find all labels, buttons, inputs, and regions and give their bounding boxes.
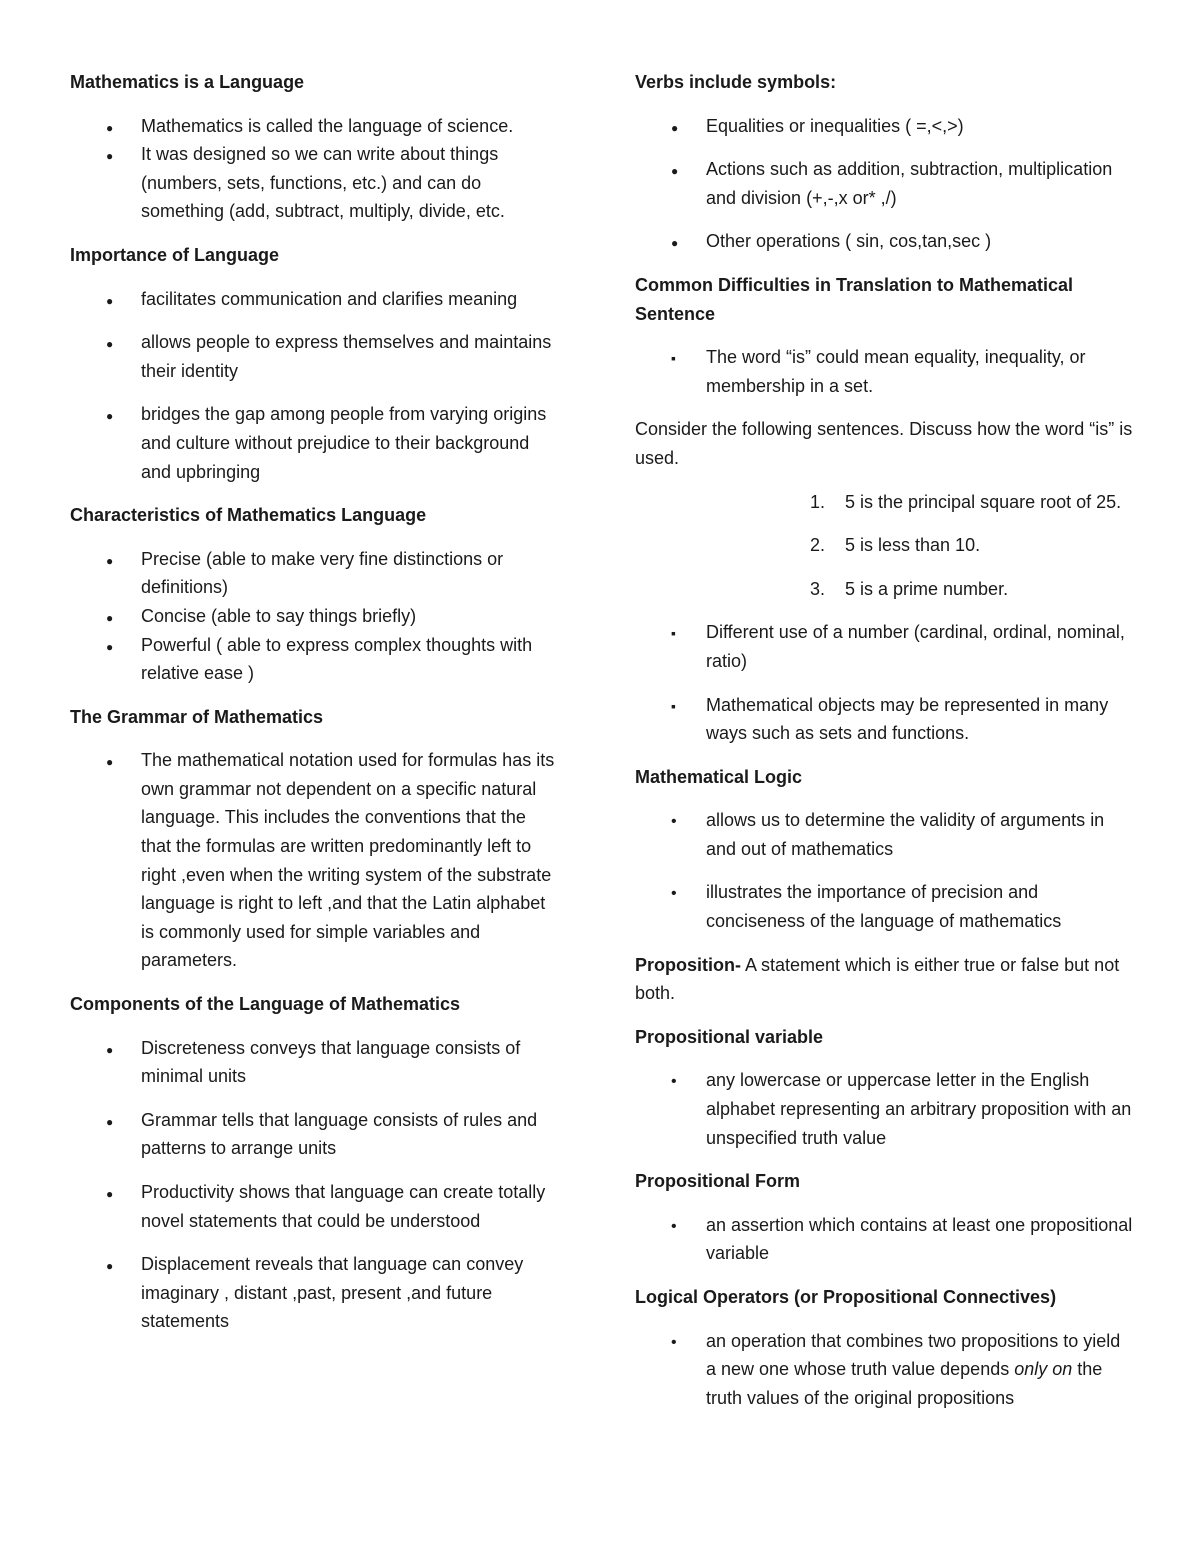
list-item: ● Discreteness conveys that language consists of minimal units <box>70 1034 555 1091</box>
list-item: ● Equalities or inequalities ( =,<,>) <box>635 112 1135 141</box>
list-propositional-variable <box>635 1066 1135 1152</box>
list-item: ● Precise (able to make very fine distinctions or definitions) <box>70 545 555 602</box>
bullet-icon <box>671 1211 701 1242</box>
heading-propositional-variable: Propositional variable <box>635 1026 824 1047</box>
bullet-icon <box>106 746 136 777</box>
bullet-icon <box>671 227 701 258</box>
bullet-icon <box>106 140 136 171</box>
bullet-icon <box>106 1250 136 1281</box>
bullet-icon <box>671 878 701 909</box>
item-number: 1. <box>810 491 826 512</box>
heading-mathematics-is-a-language: Mathematics is a Language <box>70 72 305 92</box>
heading-verbs-include-symbols: Verbs include symbols: <box>635 72 837 92</box>
list-item: • an assertion which contains at least one propositional variable <box>635 1211 1135 1268</box>
list-verbs <box>635 112 1135 256</box>
prompt-paragraph: Consider the following sentences. Discuss how the word “is” is used. <box>635 419 1133 468</box>
item-number: 2. <box>810 535 826 556</box>
bullet-icon <box>106 400 136 431</box>
list-item: ▪ Different use of a number (cardinal, ordinal, nominal, ratio) <box>635 618 1135 675</box>
bullet-icon <box>671 112 701 143</box>
bullet-icon <box>106 328 136 359</box>
list-item: • allows us to determine the validity of arguments in and out of mathematics <box>635 806 1135 863</box>
list-difficulties-b <box>635 618 1135 747</box>
list-item: ▪ Mathematical objects may be represented in many ways such as sets and functions. <box>635 691 1135 748</box>
list-item: ● It was designed so we can write about things (numbers, sets, functions, etc.) and can do something (add, subtract, multiply, divide, etc. <box>70 140 555 226</box>
list-item: • any lowercase or uppercase letter in the English alphabet representing an arbitrary proposition with an unspecified truth value <box>635 1066 1135 1152</box>
list-item: • illustrates the importance of precision and conciseness of the language of mathematics <box>635 878 1135 935</box>
heading-propositional-form: Propositional Form <box>635 1171 801 1192</box>
heading-mathematical-logic: Mathematical Logic <box>635 766 803 787</box>
bullet-icon <box>106 1178 136 1209</box>
numbered-item: 1. 5 is the principal square root of 25. <box>635 488 1135 517</box>
list-item: ● Actions such as addition, subtraction, multiplication and division (+,-,x or* ,/) <box>635 155 1135 212</box>
bullet-icon <box>671 155 701 186</box>
heading-importance-of-language: Importance of Language <box>70 244 280 265</box>
list-item: ● Productivity shows that language can create totally novel statements that could be understood <box>70 1178 555 1235</box>
list-propositional-form <box>635 1211 1135 1268</box>
bullet-icon <box>106 631 136 662</box>
bullet-icon <box>106 545 136 576</box>
list-item: ▪ The word “is” could mean equality, inequality, or membership in a set. <box>635 343 1135 400</box>
list-item: ● Other operations ( sin, cos,tan,sec ) <box>635 227 1135 256</box>
list-logic <box>635 806 1135 935</box>
heading-logical-operators: Logical Operators (or Propositional Connectives) <box>635 1287 1057 1307</box>
list-item: ● bridges the gap among people from varying origins and culture without prejudice to their background and upbringing <box>70 400 555 486</box>
list-item: ● Concise (able to say things briefly) <box>70 602 555 631</box>
bullet-icon <box>106 1106 136 1137</box>
list-grammar <box>70 746 555 975</box>
list-characteristics <box>70 545 555 688</box>
list-item: ● Powerful ( able to express complex thoughts with relative ease ) <box>70 631 555 688</box>
numbered-item: 2. 5 is less than 10. <box>635 531 1135 560</box>
list-item: ● Displacement reveals that language can convey imaginary , distant ,past, present ,and future statements <box>70 1250 555 1336</box>
numbered-list <box>635 488 1135 604</box>
heading-common-difficulties: Common Difficulties in Translation to Mathematical Sentence <box>635 274 1074 324</box>
list-item: ● Mathematics is called the language of science. <box>70 112 555 141</box>
list-difficulties-a <box>635 343 1135 400</box>
square-bullet-icon <box>671 618 701 648</box>
bullet-icon <box>106 112 136 143</box>
bullet-icon <box>106 602 136 633</box>
bullet-icon <box>671 1327 701 1358</box>
emphasis-only-on: only on <box>1014 1359 1073 1380</box>
left-column <box>70 68 555 1351</box>
bullet-icon <box>106 1034 136 1065</box>
square-bullet-icon <box>671 343 701 373</box>
list-item: ● facilitates communication and clarifies meaning <box>70 285 555 314</box>
heading-grammar-of-mathematics: The Grammar of Mathematics <box>70 706 324 727</box>
list-item: ● Grammar tells that language consists of rules and patterns to arrange units <box>70 1106 555 1163</box>
list-item: • an operation that combines two propositions to yield a new one whose truth value depends only on the truth values of the original propositions <box>635 1327 1135 1413</box>
list-components <box>70 1034 555 1336</box>
bullet-icon <box>671 1066 701 1097</box>
square-bullet-icon <box>671 691 701 721</box>
list-item: ● allows people to express themselves and maintains their identity <box>70 328 555 385</box>
list-mathematics-language <box>70 112 555 226</box>
list-logical-operators <box>635 1327 1135 1413</box>
list-importance <box>70 285 555 487</box>
bullet-icon <box>106 285 136 316</box>
numbered-item: 3. 5 is a prime number. <box>635 575 1135 604</box>
right-column <box>635 68 1135 1427</box>
heading-characteristics: Characteristics of Mathematics Language <box>70 505 427 526</box>
proposition-definition: Proposition- A statement which is either true or false but not both. <box>635 954 1120 1004</box>
heading-components: Components of the Language of Mathematics <box>70 994 461 1015</box>
item-number: 3. <box>810 578 826 599</box>
bullet-icon <box>671 806 701 837</box>
list-item: ● The mathematical notation used for formulas has its own grammar not dependent on a specific natural language. This includes the conventions that the that the formulas are written predominantly left to right ,even when the writing system of the substrate language is right to left ,and that the Latin alphabet is commonly used for simple variables and parameters. <box>70 746 555 975</box>
proposition-term: Proposition- <box>635 954 741 975</box>
